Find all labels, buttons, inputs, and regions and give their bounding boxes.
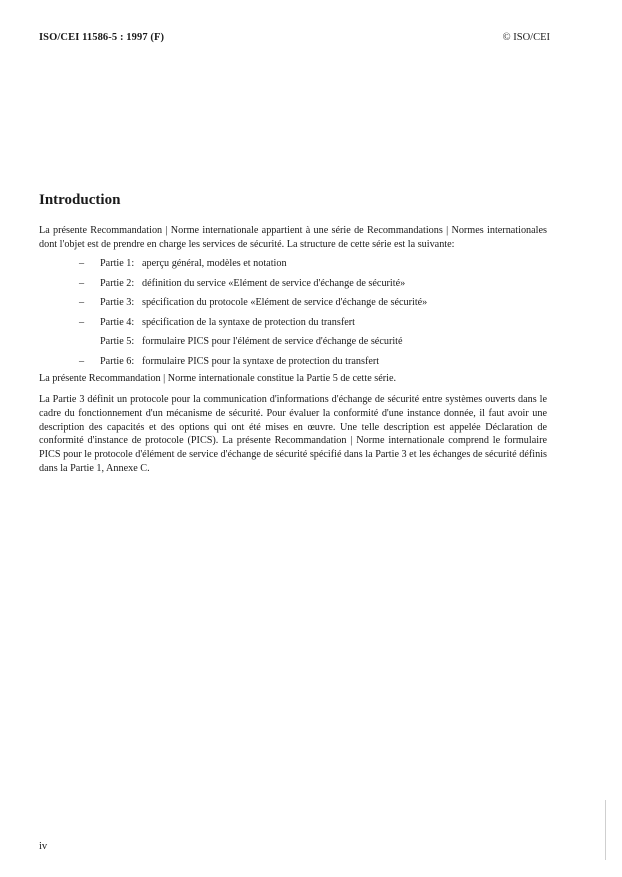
part-label: Partie 1: (100, 258, 135, 269)
pics-paragraph: La Partie 3 définit un protocole pour la communication d'informations d'échange de sécurité entre systèmes ouverts dans le cadre du fonctionnement d'un mécanisme de sécurité. Pour évaluer la conformité d'une instance donnée, il faut avoir une description des capacités et des options qui ont été mises en œuvre. Une telle description est appelée Déclaration de conformité d'instance de protocole (PICS). La présente Recommandation | Norme internationale comprend le formulaire PICS pour le protocole d'élément de service d'échange de sécurité spécifié dans la Partie 3 et les échanges de sécurité définis dans la Partie 1, Annexe C. (39, 394, 547, 474)
part-description: spécification de la syntaxe de protection du transfert (142, 316, 356, 328)
series-paragraph: La présente Recommandation | Norme internationale constitue la Partie 5 de cette série. (39, 373, 397, 384)
part-label: Partie 3: (100, 297, 135, 309)
part-description: aperçu général, modèles et notation (142, 258, 287, 269)
part-label: Partie 4: (100, 316, 135, 328)
list-item (39, 257, 547, 277)
scan-artifact (605, 800, 606, 860)
list-item (39, 335, 547, 355)
section-title: Introduction (39, 192, 121, 208)
list-dash: – (79, 297, 85, 309)
list-dash: – (79, 355, 85, 367)
document-identifier: ISO/CEI 11586-5 : 1997 (F) (39, 32, 165, 43)
list-item (39, 316, 547, 336)
part-description: formulaire PICS pour l'élément de service d'échange de sécurité (142, 336, 403, 348)
copyright-notice: © ISO/CEI (502, 32, 550, 43)
part-description: spécification du protocole «Elément de service d'échange de sécurité» (142, 297, 428, 309)
list-dash: – (79, 277, 85, 289)
list-item (39, 296, 547, 316)
part-label: Partie 2: (100, 277, 135, 289)
parts-list (39, 257, 547, 375)
part-description: formulaire PICS pour la syntaxe de protection du transfert (142, 355, 380, 367)
list-dash: – (79, 258, 85, 269)
part-label: Partie 5: (100, 336, 135, 348)
part-description: définition du service «Elément de service d'échange de sécurité» (142, 277, 406, 289)
list-item (39, 277, 547, 297)
page-number: iv (39, 841, 48, 852)
part-label: Partie 6: (100, 355, 135, 367)
intro-paragraph: La présente Recommandation | Norme internationale appartient à une série de Recommandations | Normes internationales dont l'objet est de prendre en charge les services de sécurité. La structure de cette série est la suivante: (39, 225, 547, 250)
list-dash: – (79, 316, 85, 328)
